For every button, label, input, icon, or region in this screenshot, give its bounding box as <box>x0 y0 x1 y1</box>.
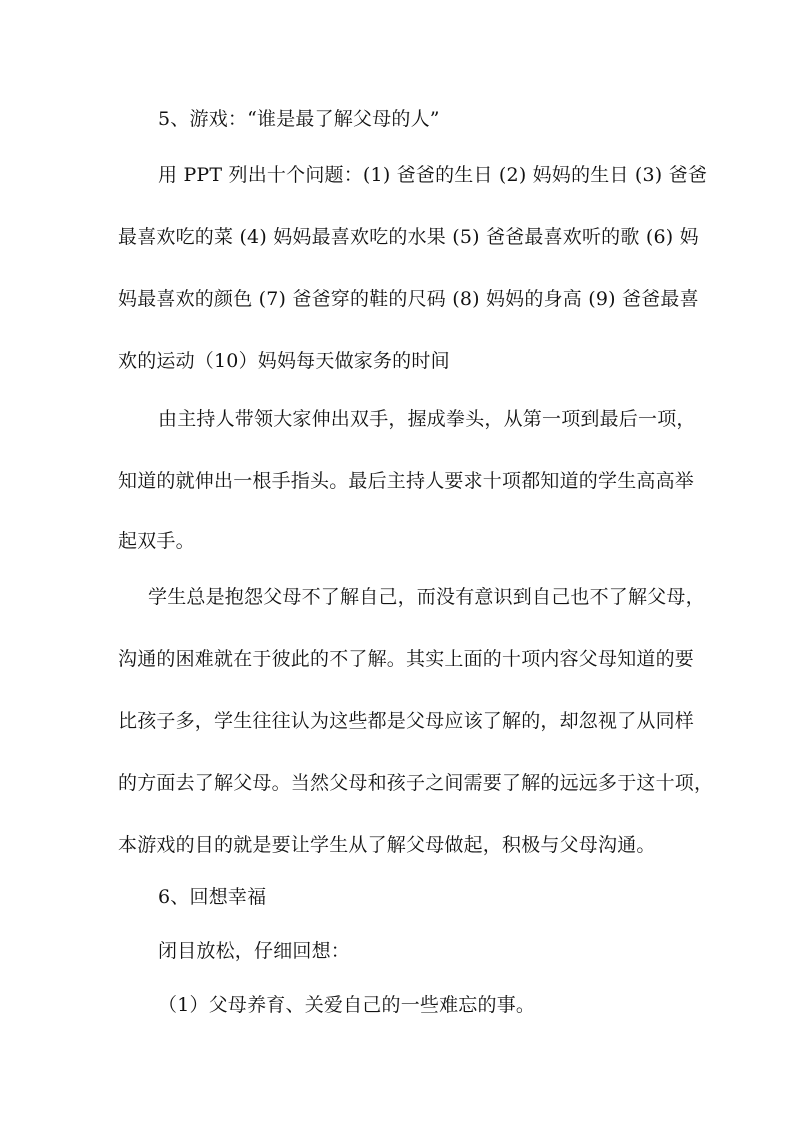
heading-game-5: 5、游戏：“谁是最了解父母的人” <box>158 108 440 130</box>
paragraph-line: 知道的就伸出一根手指头。最后主持人要求十项都知道的学生高高举 <box>118 470 695 492</box>
paragraph-line: 比孩子多，学生往往认为这些都是父母应该了解的，却忽视了从同样 <box>118 710 695 732</box>
paragraph-line: 用 PPT 列出十个问题：(1) 爸爸的生日 (2) 妈妈的生日 (3) 爸爸 <box>158 164 708 186</box>
paragraph-line: 起双手。 <box>118 530 195 552</box>
paragraph-line: 欢的运动（10）妈妈每天做家务的时间 <box>118 350 450 372</box>
paragraph-line: 最喜欢吃的菜 (4) 妈妈最喜欢吃的水果 (5) 爸爸最喜欢听的歌 (6) 妈 <box>118 226 699 248</box>
paragraph-line: 本游戏的目的就是要让学生从了解父母做起，积极与父母沟通。 <box>118 834 656 856</box>
paragraph-line: 妈最喜欢的颜色 (7) 爸爸穿的鞋的尺码 (8) 妈妈的身高 (9) 爸爸最喜 <box>118 288 699 310</box>
paragraph-line: 沟通的困难就在于彼此的不了解。其实上面的十项内容父母知道的要 <box>118 648 695 670</box>
heading-recall-6: 6、回想幸福 <box>158 886 267 908</box>
paragraph-line: 的方面去了解父母。当然父母和孩子之间需要了解的远远多于这十项， <box>118 772 714 794</box>
list-item: （1）父母养育、关爱自己的一些难忘的事。 <box>158 994 536 1016</box>
paragraph-line: 学生总是抱怨父母不了解自己，而没有意识到自己也不了解父母， <box>148 586 705 608</box>
paragraph-line: 闭目放松，仔细回想： <box>158 940 351 962</box>
paragraph-line: 由主持人带领大家伸出双手，握成拳头，从第一项到最后一项， <box>158 408 696 430</box>
